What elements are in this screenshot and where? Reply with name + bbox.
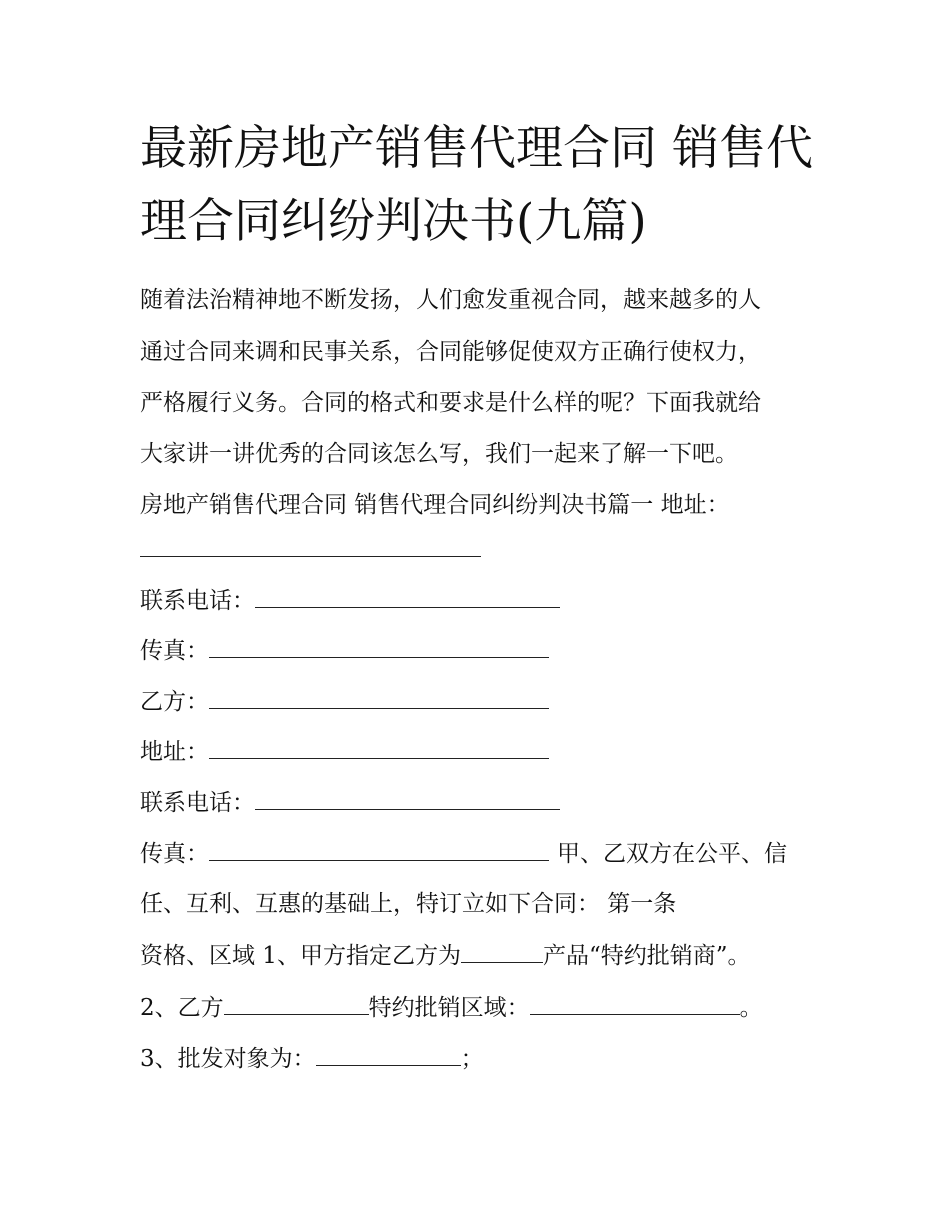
party-b-blank	[209, 686, 549, 709]
intro-line-4: 大家讲一讲优秀的合同该怎么写，我们一起来了解一下吧。	[140, 441, 738, 467]
qualification-prefix: 资格、区域 1、甲方指定乙方为	[140, 943, 461, 969]
intro-line-1: 随着法治精神地不断发扬，人们愈发重视合同，越来越多的人	[140, 287, 761, 313]
phone-label-1: 联系电话：	[140, 588, 255, 614]
intro-line-3: 严格履行义务。合同的格式和要求是什么样的呢？下面我就给	[140, 390, 761, 416]
item-3-line	[140, 1043, 484, 1074]
address-label-2: 地址：	[140, 739, 209, 765]
item-2-end: 。	[739, 995, 763, 1021]
fax-field-2	[140, 838, 787, 869]
fax-blank-1	[209, 635, 549, 658]
section-heading: 房地产销售代理合同 销售代理合同纠纷判决书篇一 地址：	[140, 492, 730, 518]
address-blank-2	[209, 736, 549, 759]
item-2-line	[140, 992, 763, 1023]
qualification-line	[140, 940, 750, 971]
qualification-suffix: 产品“特约批销商”。	[542, 943, 751, 969]
item-3-blank	[316, 1043, 461, 1066]
phone-field-1	[140, 585, 560, 616]
document-title: 最新房地产销售代理合同 销售代理合同纠纷判决书(九篇)	[140, 121, 813, 249]
fax-label-2: 传真：	[140, 841, 209, 867]
phone-label-2: 联系电话：	[140, 790, 255, 816]
party-b-field	[140, 686, 549, 717]
fax-label-1: 传真：	[140, 638, 209, 664]
intro-line-2: 通过合同来调和民事关系，合同能够促使双方正确行使权力，	[140, 339, 761, 365]
item-2-blank-1	[224, 992, 369, 1015]
item-2-mid: 特约批销区域：	[368, 995, 530, 1021]
phone-blank-2	[255, 787, 560, 810]
fax-blank-2	[209, 838, 549, 861]
fax-line-tail: 甲、乙双方在公平、信	[557, 841, 787, 867]
trust-line: 任、互利、互惠的基础上，特订立如下合同： 第一条	[140, 891, 677, 917]
address-blank-line	[140, 556, 481, 557]
item-3-prefix: 3、批发对象为：	[140, 1046, 316, 1072]
item-2-blank-2	[530, 992, 740, 1015]
fax-field-1	[140, 635, 549, 666]
item-2-prefix: 2、乙方	[140, 995, 224, 1021]
phone-field-2	[140, 787, 560, 818]
party-b-label: 乙方：	[140, 689, 209, 715]
phone-blank-1	[255, 585, 560, 608]
item-3-end: ；	[460, 1046, 484, 1072]
address-field-2	[140, 736, 549, 767]
product-blank	[461, 940, 543, 963]
